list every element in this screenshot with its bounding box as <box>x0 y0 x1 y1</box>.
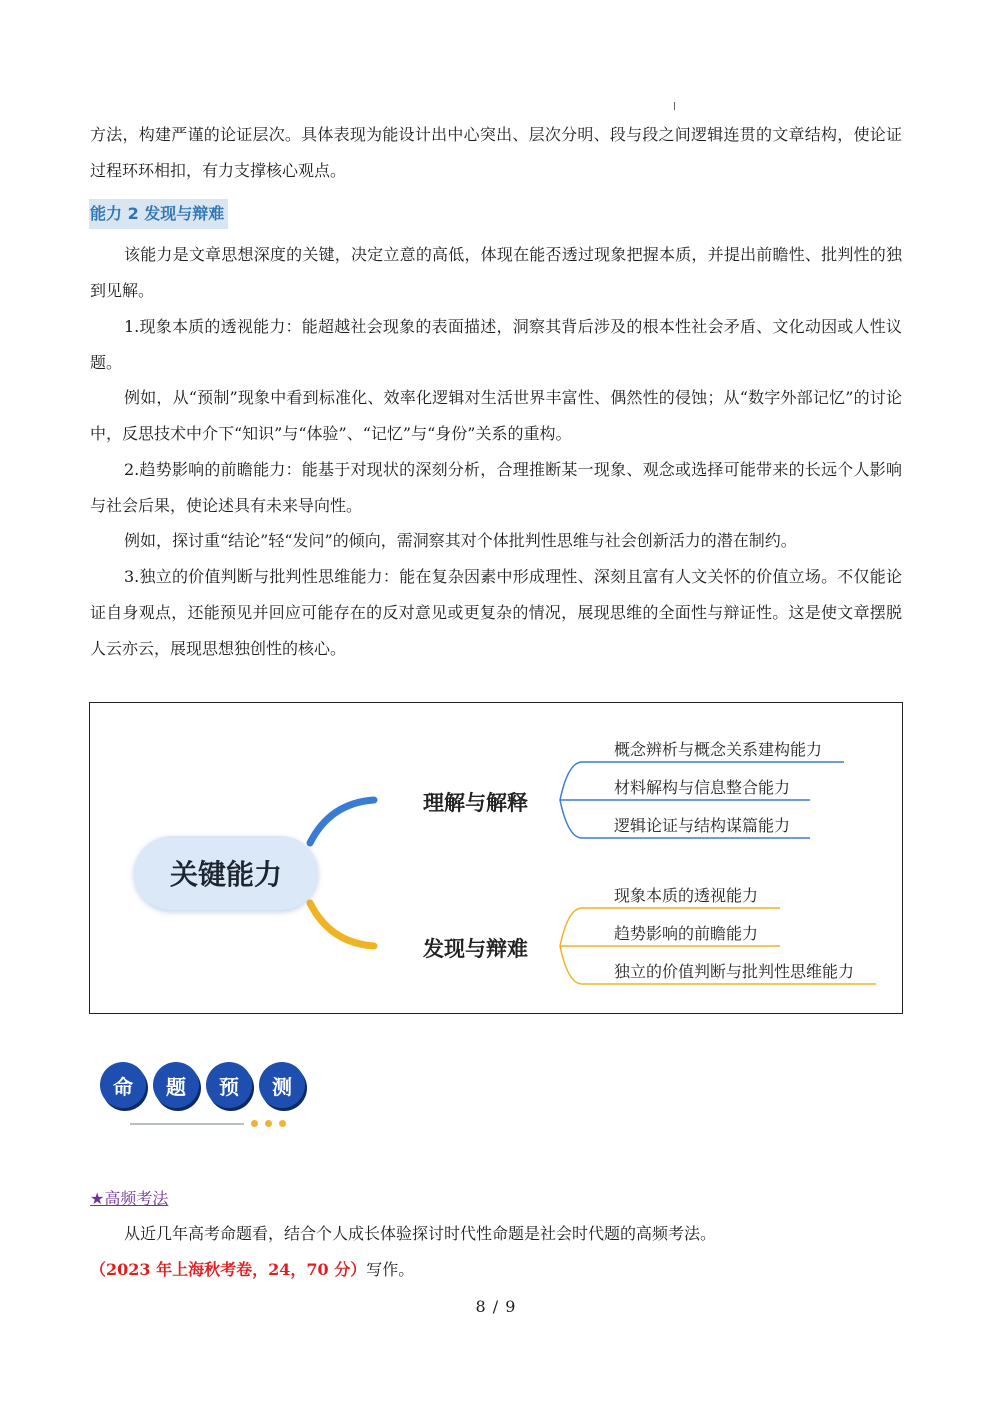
paragraph-intro: 该能力是文章思想深度的关键，决定立意的高低，体现在能否透过现象把握本质，并提出前瞻性、批判性的独到见解。 <box>90 245 902 300</box>
section-badge: 命 <box>100 1062 146 1108</box>
page-number: 8 / 9 <box>475 1297 517 1316</box>
leaf-logic-structure: 逻辑论证与结构谋篇能力 <box>614 816 791 835</box>
mindmap-center-node: 关键能力 <box>134 836 318 910</box>
paragraph-point-1: 1.现象本质的透视能力：能超越社会现象的表面描述，洞察其背后涉及的根本性社会矛盾、文化动因或人性议题。 <box>90 317 902 372</box>
leaf-concept-analysis: 概念辨析与概念关系建构能力 <box>614 740 823 759</box>
exam-suffix: 写作。 <box>366 1260 415 1279</box>
header-tick-mark <box>674 102 675 110</box>
leaf-phenomenon-essence: 现象本质的透视能力 <box>614 886 759 905</box>
paragraph-example-1: 例如，从“预制”现象中看到标准化、效率化逻辑对生活世界丰富性、偶然性的侵蚀；从“数字外部记忆”的讨论中，反思技术中介下“知识”与“体验”、“记忆”与“身份”关系的重构。 <box>90 388 902 443</box>
branch-label-understanding: 理解与解释 <box>423 791 528 815</box>
paragraph-point-3: 3.独立的价值判断与批判性思维能力：能在复杂因素中形成理性、深刻且富有人文关怀的价值立场。不仅能论证自身观点，还能预见并回应可能存在的反对意见或更复杂的情况，展现思维的全面性与辩证性。这是使文章摆脱人云亦云，展现思想独创性的核心。 <box>90 567 902 658</box>
leaf-critical-thinking: 独立的价值判断与批判性思维能力 <box>614 962 855 981</box>
paragraph-high-frequency: 从近几年高考命题看，结合个人成长体验探讨时代性命题是社会时代题的高频考法。 <box>124 1224 717 1243</box>
section-badge-group <box>100 1062 310 1132</box>
paragraph-point-2: 2.趋势影响的前瞻能力：能基于对现状的深刻分析，合理推断某一现象、观念或选择可能带来的长远个人影响与社会后果，使论述具有未来导向性。 <box>90 460 902 515</box>
decorative-line <box>130 1123 244 1125</box>
leaf-bracket-bottom <box>560 908 582 984</box>
high-frequency-link[interactable]: ★高频考法 <box>90 1189 169 1208</box>
leaf-trend-foresight: 趋势影响的前瞻能力 <box>614 924 759 943</box>
section-heading-ability-2: 能力 2 发现与辩难 <box>89 199 228 229</box>
leaf-bracket-top <box>560 762 582 838</box>
exam-source: （2023 年上海秋考卷，24，70 分） <box>90 1260 367 1279</box>
decorative-dot <box>251 1120 258 1127</box>
branch-connector-bottom <box>310 903 374 946</box>
paragraph-example-2: 例如，探讨重“结论”轻“发问”的倾向，需洞察其对个体批判性思维与社会创新活力的潜在制约。 <box>124 531 797 550</box>
branch-label-discovery: 发现与辩难 <box>423 937 528 961</box>
mindmap-diagram <box>89 702 903 1014</box>
branch-connector-top <box>310 800 374 843</box>
section-badge: 题 <box>153 1062 199 1108</box>
leaf-material-integration: 材料解构与信息整合能力 <box>614 778 791 797</box>
paragraph-continuation: 方法，构建严谨的论证层次。具体表现为能设计出中心突出、层次分明、段与段之间逻辑连贯的文章结构，使论证过程环环相扣，有力支撑核心观点。 <box>90 125 902 180</box>
exam-reference <box>90 1252 414 1288</box>
section-badge: 测 <box>259 1062 305 1108</box>
decorative-dot <box>279 1120 286 1127</box>
decorative-dot <box>265 1120 272 1127</box>
section-badge: 预 <box>206 1062 252 1108</box>
